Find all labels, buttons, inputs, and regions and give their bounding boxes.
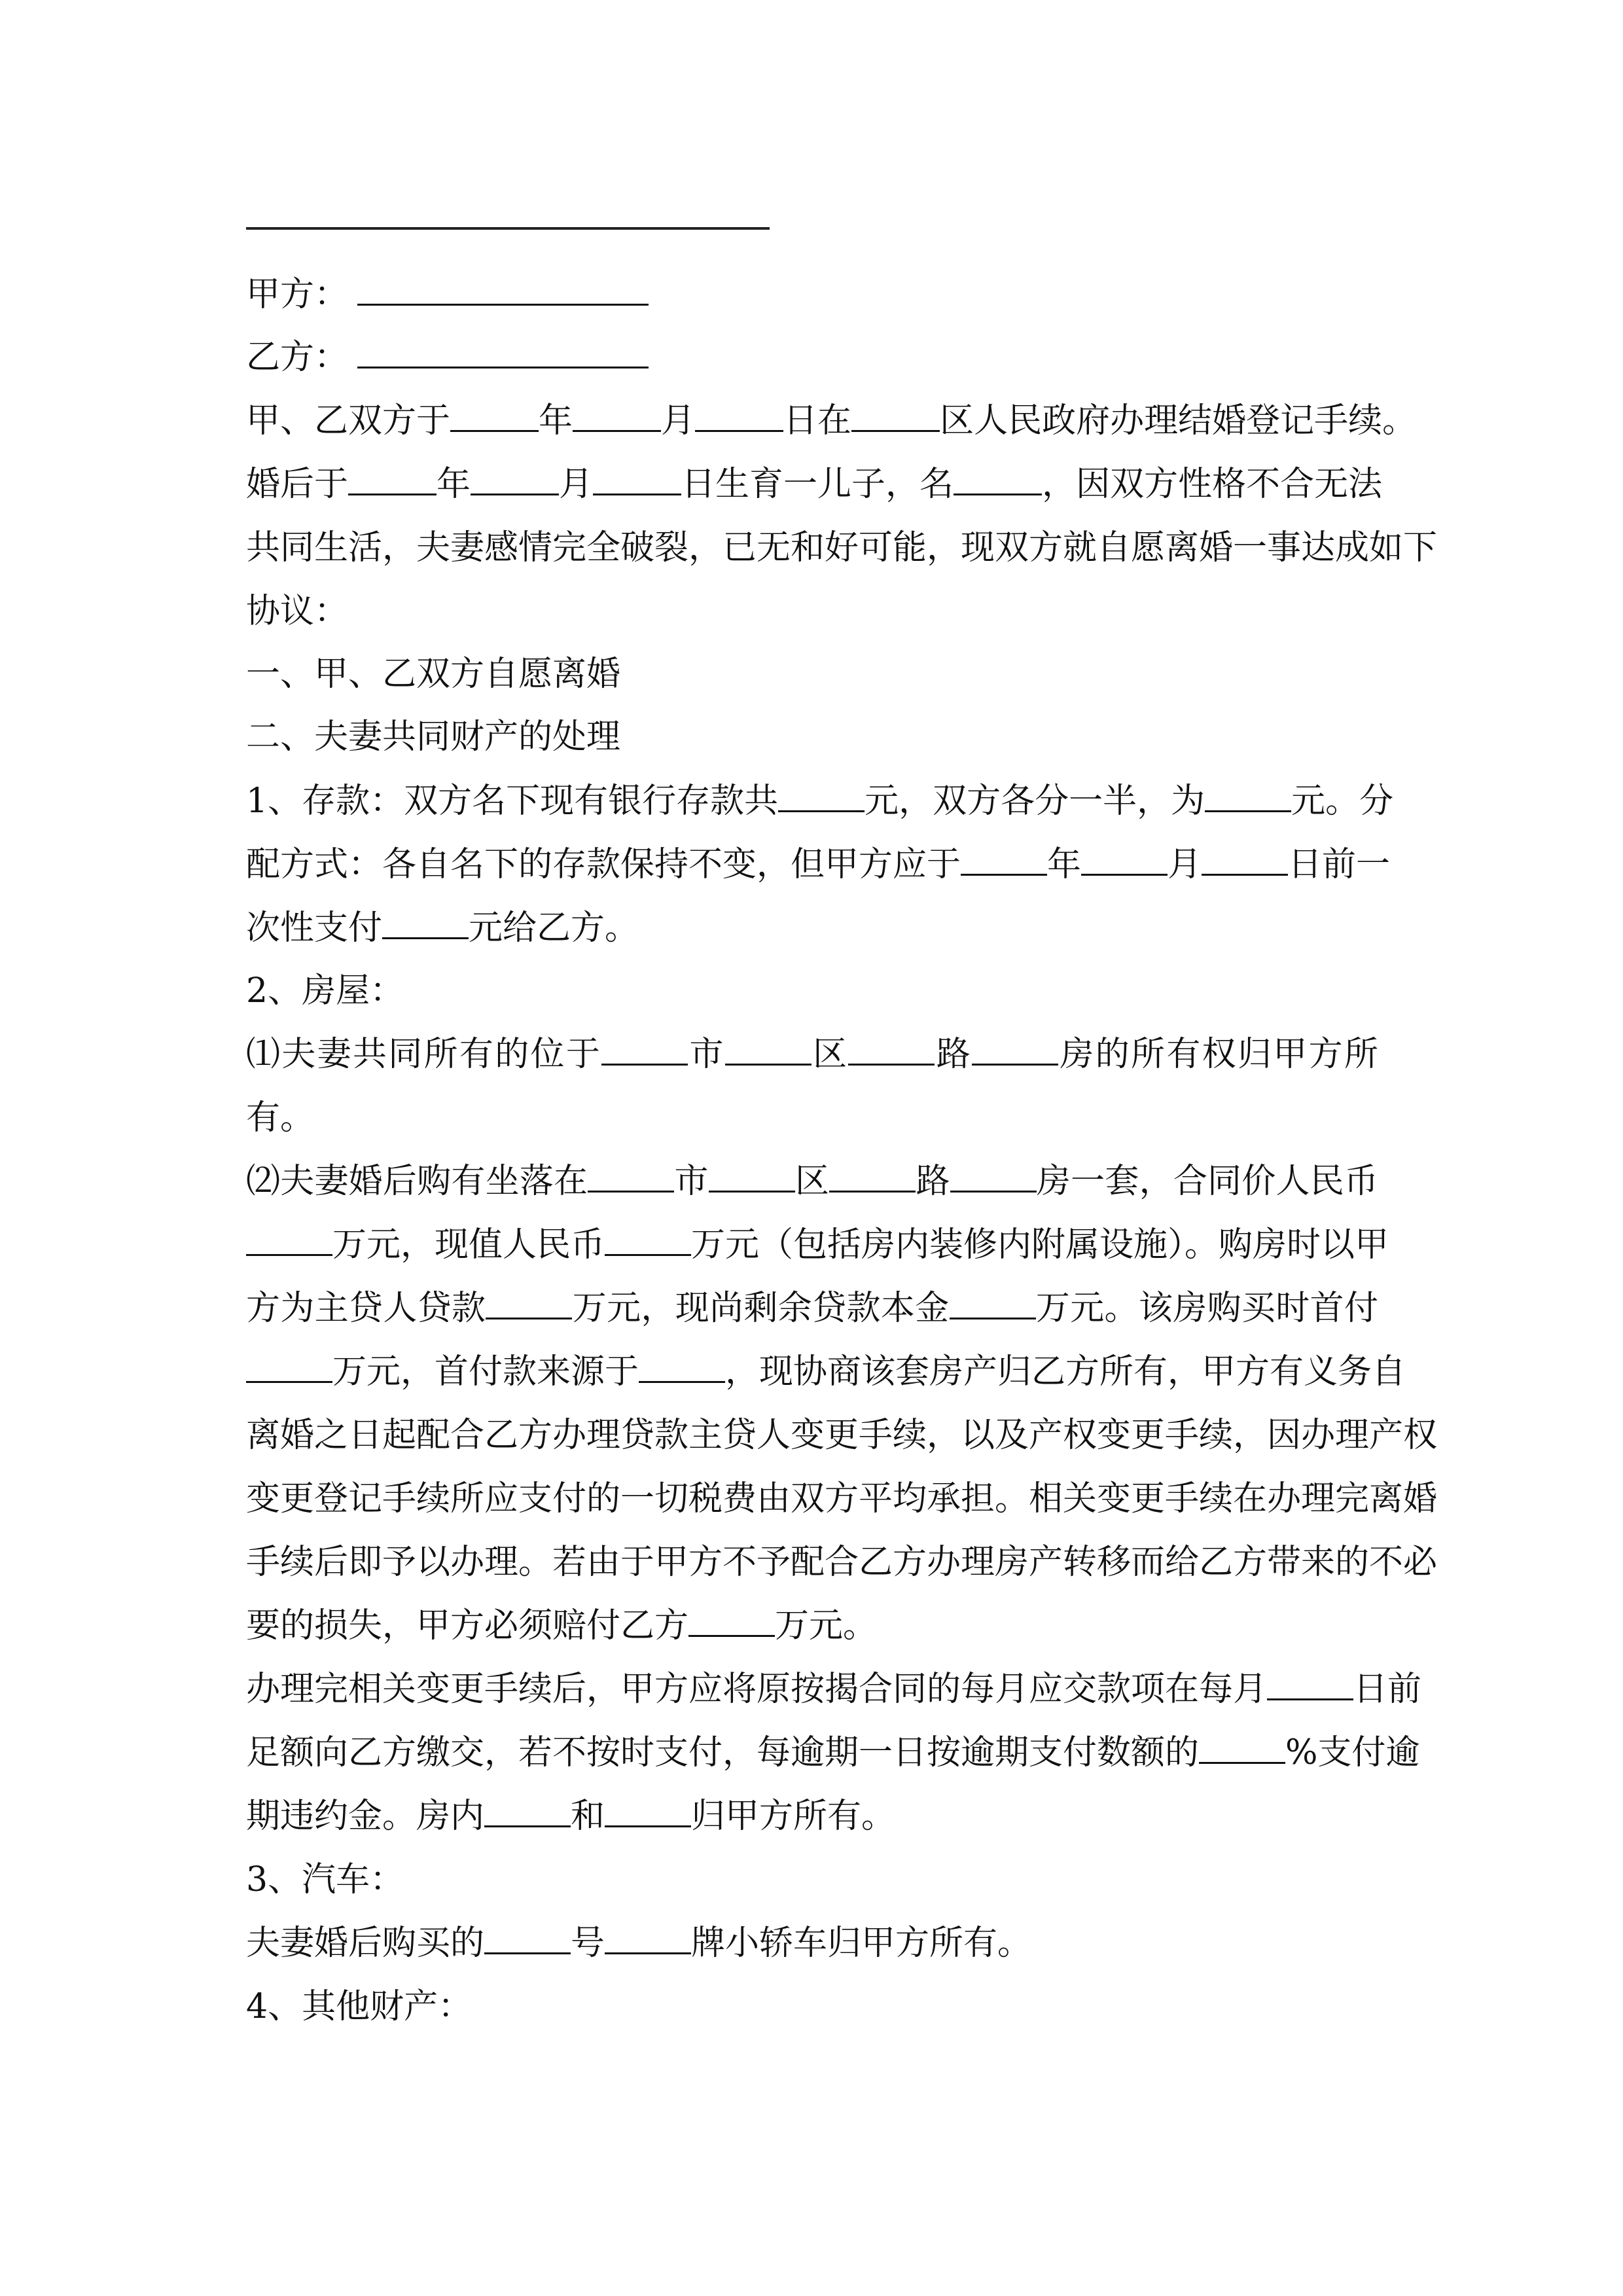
paragraph-line: 有。 bbox=[246, 1098, 315, 1138]
fill-blank[interactable] bbox=[486, 1291, 572, 1319]
paragraph-line bbox=[246, 1797, 1378, 1836]
paragraph-line bbox=[246, 1352, 1406, 1391]
text-segment: 次性支付 bbox=[246, 908, 383, 948]
paragraph-line: 离婚之日起配合乙方办理贷款主贷人变更手续，以及产权变更手续，因办理产权 bbox=[246, 1416, 1438, 1455]
section-heading: 二、夫妻共同财产的处理 bbox=[246, 717, 621, 757]
paragraph-line bbox=[246, 908, 1378, 948]
fill-blank[interactable] bbox=[778, 784, 865, 812]
text-segment: 日前一 bbox=[1288, 845, 1391, 884]
paragraph-line: 共同生活，夫妻感情完全破裂，已无和好可能，现双方就自愿离婚一事达成如下 bbox=[246, 528, 1438, 567]
text-segment: 区人民政府办理结婚登记手续。 bbox=[940, 401, 1417, 440]
fill-blank[interactable] bbox=[450, 404, 539, 432]
text-segment: 期违约金。房内 bbox=[246, 1797, 485, 1836]
text-segment: 日生育一儿子，名 bbox=[681, 465, 954, 504]
text-segment: 路 bbox=[916, 1162, 950, 1201]
section-heading: 3、汽车： bbox=[246, 1860, 404, 1899]
text-segment: 归甲方所有。 bbox=[691, 1797, 896, 1836]
paragraph-line bbox=[246, 1162, 1378, 1201]
paragraph-line bbox=[246, 1289, 1378, 1328]
paragraph-line bbox=[246, 845, 1391, 884]
fill-blank[interactable] bbox=[1081, 848, 1168, 876]
text-segment: 房一套，合同价人民币 bbox=[1036, 1162, 1378, 1201]
fill-blank[interactable] bbox=[950, 1291, 1036, 1319]
fill-blank[interactable] bbox=[246, 1355, 332, 1383]
text-segment: 号 bbox=[571, 1924, 605, 1963]
fill-blank[interactable] bbox=[246, 1228, 332, 1256]
text-segment: %支付逾 bbox=[1285, 1733, 1420, 1772]
fill-blank[interactable] bbox=[688, 1609, 775, 1637]
paragraph-line: 手续后即予以办理。若由于甲方不予配合乙方办理房产转移而给乙方带来的不必 bbox=[246, 1543, 1438, 1582]
fill-blank[interactable] bbox=[851, 404, 940, 432]
fill-blank[interactable] bbox=[1267, 1672, 1353, 1700]
text-segment: 婚后于 bbox=[246, 465, 349, 504]
text-segment: 足额向乙方缴交，若不按时支付，每逾期一日按逾期支付数额的 bbox=[246, 1733, 1200, 1772]
text-segment: 市 bbox=[674, 1162, 709, 1201]
text-segment: 年 bbox=[437, 465, 471, 504]
fill-blank[interactable] bbox=[484, 1926, 571, 1954]
text-segment: 市 bbox=[688, 1035, 725, 1074]
fill-blank[interactable] bbox=[588, 1164, 674, 1193]
fill-blank[interactable] bbox=[954, 467, 1042, 495]
top-rule-line bbox=[246, 227, 770, 230]
paragraph-line bbox=[246, 1670, 1422, 1709]
text-segment: 万元，首付款来源于 bbox=[332, 1352, 639, 1391]
party-a-blank[interactable] bbox=[357, 278, 649, 306]
text-segment: 要的损失，甲方必须赔付乙方 bbox=[246, 1606, 689, 1645]
text-segment: 和 bbox=[571, 1797, 605, 1836]
text-segment: 方为主贷人贷款 bbox=[246, 1289, 486, 1328]
text-segment: 万元。该房购买时首付 bbox=[1035, 1289, 1378, 1328]
fill-blank[interactable] bbox=[725, 1037, 812, 1066]
text-segment: ，现协商该套房产归乙方所有，甲方有义务自 bbox=[725, 1352, 1406, 1391]
section-heading: 4、其他财产： bbox=[246, 1987, 473, 2026]
text-segment: 元给乙方。 bbox=[469, 908, 639, 948]
paragraph-line: 协议： bbox=[246, 592, 349, 631]
fill-blank[interactable] bbox=[829, 1164, 916, 1193]
party-b-line bbox=[246, 338, 1378, 377]
paragraph-line bbox=[246, 401, 1417, 440]
fill-blank[interactable] bbox=[695, 404, 783, 432]
text-segment: 区 bbox=[794, 1162, 830, 1201]
paragraph-line bbox=[246, 1035, 1378, 1074]
party-b-blank[interactable] bbox=[357, 340, 649, 368]
text-segment: 月 bbox=[559, 465, 594, 504]
text-segment: ⑴夫妻共同所有的位于 bbox=[246, 1035, 602, 1074]
fill-blank[interactable] bbox=[709, 1164, 795, 1193]
fill-blank[interactable] bbox=[639, 1355, 725, 1383]
fill-blank[interactable] bbox=[471, 467, 559, 495]
text-segment: 元。分 bbox=[1291, 781, 1394, 821]
fill-blank[interactable] bbox=[848, 1037, 935, 1066]
text-segment: 年 bbox=[1047, 845, 1082, 884]
party-a-label: 甲方： bbox=[246, 275, 349, 314]
fill-blank[interactable] bbox=[950, 1164, 1037, 1193]
text-segment: 年 bbox=[539, 401, 573, 440]
text-segment: 房的所有权归甲方所 bbox=[1058, 1035, 1378, 1074]
text-segment: 万元，现值人民币 bbox=[332, 1225, 605, 1265]
paragraph-line: 变更登记手续所应支付的一切税费由双方平均承担。相关变更手续在办理完离婚 bbox=[246, 1479, 1438, 1518]
fill-blank[interactable] bbox=[593, 467, 681, 495]
fill-blank[interactable] bbox=[972, 1037, 1058, 1066]
party-b-label: 乙方： bbox=[246, 338, 349, 377]
fill-blank[interactable] bbox=[348, 467, 437, 495]
fill-blank[interactable] bbox=[605, 1228, 691, 1256]
text-segment: 月 bbox=[661, 401, 696, 440]
text-segment: 万元（包括房内装修内附属设施）。购房时以甲 bbox=[691, 1225, 1389, 1265]
text-segment: 日在 bbox=[783, 401, 852, 440]
paragraph-line bbox=[246, 465, 1383, 504]
paragraph-line bbox=[246, 1606, 1378, 1645]
text-segment: 1、存款：双方名下现有银行存款共 bbox=[246, 781, 779, 821]
fill-blank[interactable] bbox=[382, 911, 469, 939]
section-heading: 2、房屋： bbox=[246, 971, 404, 1011]
fill-blank[interactable] bbox=[961, 848, 1047, 876]
text-segment: 元，双方各分一半，为 bbox=[865, 781, 1205, 821]
text-segment: ，因双方性格不合无法 bbox=[1042, 465, 1383, 504]
fill-blank[interactable] bbox=[1205, 784, 1291, 812]
text-segment: 路 bbox=[935, 1035, 972, 1074]
text-segment: 甲、乙双方于 bbox=[246, 401, 451, 440]
text-segment: 月 bbox=[1168, 845, 1202, 884]
text-segment: 区 bbox=[811, 1035, 849, 1074]
text-segment: ⑵夫妻婚后购有坐落在 bbox=[246, 1162, 588, 1201]
fill-blank[interactable] bbox=[605, 1926, 691, 1954]
fill-blank[interactable] bbox=[573, 404, 661, 432]
text-segment: 办理完相关变更手续后，甲方应将原按揭合同的每月应交款项在每月 bbox=[246, 1670, 1268, 1709]
paragraph-line bbox=[246, 781, 1394, 821]
text-segment: 牌小轿车归甲方所有。 bbox=[691, 1924, 1032, 1963]
fill-blank[interactable] bbox=[605, 1799, 691, 1827]
text-segment: 万元，现尚剩余贷款本金 bbox=[572, 1289, 950, 1328]
paragraph-line bbox=[246, 1924, 1378, 1963]
fill-blank[interactable] bbox=[484, 1799, 571, 1827]
section-heading: 一、甲、乙双方自愿离婚 bbox=[246, 655, 621, 694]
fill-blank[interactable] bbox=[1199, 1736, 1285, 1764]
text-segment: 夫妻婚后购买的 bbox=[246, 1924, 485, 1963]
fill-blank[interactable] bbox=[601, 1037, 688, 1066]
text-segment: 日前 bbox=[1353, 1670, 1422, 1709]
paragraph-line bbox=[246, 1733, 1420, 1772]
paragraph-line bbox=[246, 1225, 1389, 1265]
fill-blank[interactable] bbox=[1202, 848, 1288, 876]
party-a-line bbox=[246, 275, 1378, 314]
text-segment: 配方式：各自名下的存款保持不变，但甲方应于 bbox=[246, 845, 961, 884]
text-segment: 万元。 bbox=[775, 1606, 878, 1645]
